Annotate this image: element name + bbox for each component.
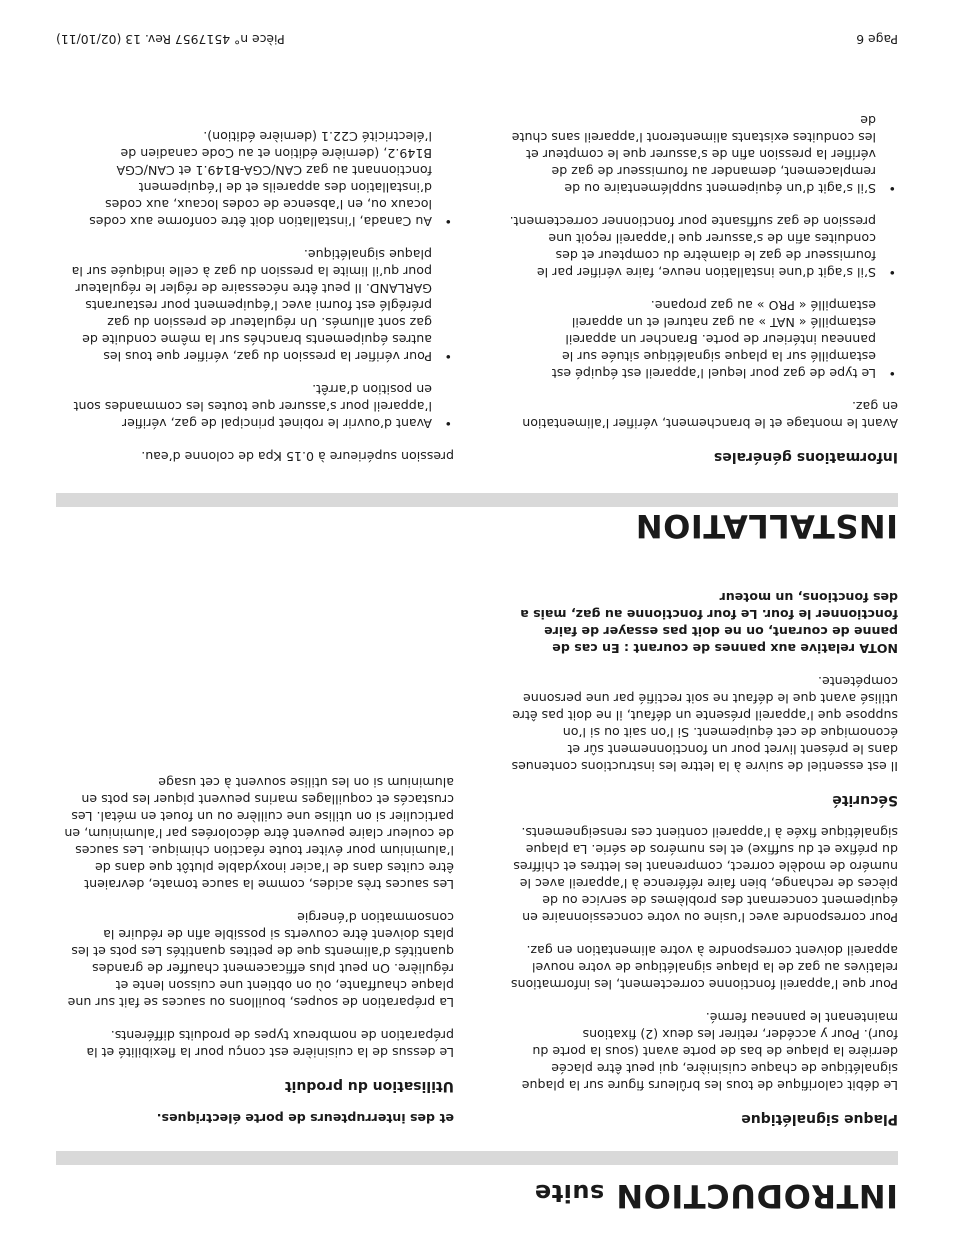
informations-heading: Informations générales bbox=[713, 449, 898, 465]
list-item: • Pour vérifier la pression du gaz, vérifier que tous les autres équipements branchés sur la même conduite de gaz sont allumés. Un régulateur de pression du gaz préréglé est fourni avec l’équipement pour restaurants GARLAND. Il peut être nécessaire de régler le régulateur pour qu’il limite la pression du gaz à celle indiquée sur la plaque signalétique. bbox=[64, 246, 454, 365]
list-item: • S’il s’agit d’un équipement supplémentaire ou de remplacement, demander au fournisseur de gaz de vérifier la pression afin de s’assurer que le compteur et les conduites existants alimenteront l’appareil sans chute de bbox=[508, 112, 898, 197]
plaque-paragraph-3: Pour correspondre avec l’usine ou votre concessionnaire en équipement concernant des problèmes de service ou de pièces de rechange, bien faire référence à l’appareil avec le numéro de modèle correct, comprenant les lettres et chiffres du préfixe et du suffixe) et les numéros de série. La plaque signalétique fixée à l’appareil contient ces renseignements. bbox=[513, 825, 898, 925]
installation-continued: pression supérieure à 0.15 Kpa de colonne d’eau. bbox=[141, 449, 454, 464]
utilisation-paragraph-3: Les sauces très acides, comme la sauce tomate, devraient être cuites dans de l’acier inoxydable plutôt que dans de l’aluminium pour éviter toute réaction chimique. Les sauces de couleur claire peuvent être décolorées par l’aluminium, en particulier si on utilise une cuillère ou un fouet en métal. Les crustacés et coquillages marins peuvent piquer les pots en aluminium si on les utilise souvent à cet usage bbox=[64, 775, 454, 892]
installation-rule bbox=[56, 493, 898, 507]
installation-title: INSTALLATION bbox=[635, 507, 898, 545]
page-header bbox=[56, 1177, 898, 1215]
nota-paragraph: NOTA relative aux pannes de courant : En cas de panne de courant, on ne doit pas essayer de faire fonctionner le four. Le four fonctionne au gaz, mais a des fonctions, un moteur bbox=[520, 590, 898, 656]
utilisation-paragraph-2: La préparation de soupes, bouillons ou sauces se fait sur une plaque chauffante, où on obtient une cuisson lente et régulière. On peut plus efficacement chauffer de grandes quantités d’aliments que de petites quantités Les pots et les plats doivent être couverts si possible afin de réduire la consommation d’énergie bbox=[67, 910, 454, 1010]
securite-heading: Sécurité bbox=[832, 792, 898, 808]
securite-paragraph: Il est essentiel de suivre à la lettre les instructions contenues dans le présent livret pour un fonctionnement sûr et économique de cet équipement. Si l’on sait ou si l’on suppose que l’appareil présente un défaut, il ne doit pas être utilisé avant que le défaut ne soit rectifié par une personne compétente. bbox=[511, 674, 898, 774]
footer-page-number: Page 6 bbox=[856, 32, 898, 47]
utilisation-paragraph-1: Le dessus de la cuisinière est conçu pour la flexibilité et la préparation de nombreux types de produits différents. bbox=[86, 1028, 454, 1060]
page-title bbox=[56, 1177, 898, 1215]
plaque-paragraph-1: Le débit calorifique de tous les brûleurs figure sur la plaque signalétique de chaque cuisinière, qui peut être placée derrière la plaque de bas de porte avant (sous la porte du four). Pour y accéder, retirer les deux (2) fixations maintenant le panneau fermé. bbox=[521, 1010, 898, 1093]
installation-left-list bbox=[508, 112, 898, 382]
footer-part-number: Pièce n° 4517957 Rev. 13 (02/10/11) bbox=[56, 32, 285, 47]
installation-left-column bbox=[508, 96, 898, 465]
utilisation-heading: Utilisation du produit bbox=[284, 1078, 454, 1094]
plaque-heading: Plaque signalétique bbox=[741, 1111, 898, 1127]
title-suffix: suite bbox=[534, 1179, 605, 1207]
nota-continued: et des interrupteurs de porte électriques. bbox=[156, 1111, 454, 1126]
installation-right-column bbox=[64, 112, 454, 465]
intro-left-column bbox=[508, 573, 898, 1127]
installation-right-list bbox=[64, 128, 454, 432]
list-item: • S’il s’agit d’une installation neuve, faire vérifier par le fournisseur de gaz le diamètre du compteur et des conduites afin de s’assurer que l’appareil reçoit une pression de gaz suffisante pour fonctionner correctement. bbox=[508, 213, 898, 281]
list-item: • Au Canada, l’installation doit être conforme aux codes locaux ou, en l’absence de codes locaux, aux codes d’installation des appareils et de l’équipement fonctionnant au gaz CAN/CGA-B149.1 et CAN/CGA B149.2, (dernière édition et au Code canadien de l’électricité C22.1 (dernière édition). bbox=[64, 128, 454, 230]
list-item: • Le type de gaz pour lequel l’appareil est équipé est estampillé sur la plaque signalétique située sur le panneau intérieur de porte. Brancher un appareil estampillé « NAT » au gaz naturel et un appareil estampillé « PRO » au gaz propane. bbox=[508, 297, 898, 382]
plaque-paragraph-2: Pour que l’appareil fonctionne correctement, les informations relatives au gaz de la plaque signalétique de votre nouvel appareil doivent correspondre à votre alimentation en gaz. bbox=[510, 943, 898, 992]
installation-intro: Avant le montage et le branchement, vérifier l’alimentation en gaz. bbox=[522, 399, 898, 431]
header-rule bbox=[56, 1151, 898, 1165]
list-item: • Avant d’ouvrir le robinet principal de gaz, vérifier l’appareil pour s’assurer que toutes les commandes sont en position d’arrêt. bbox=[64, 381, 454, 432]
intro-right-column bbox=[64, 758, 454, 1127]
title-main: INTRODUCTION bbox=[615, 1177, 898, 1215]
